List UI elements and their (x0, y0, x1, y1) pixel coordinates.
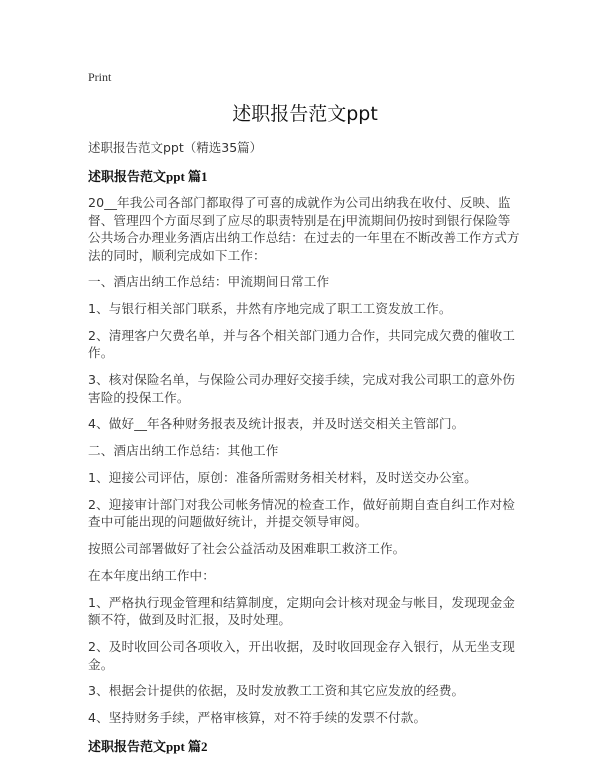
paragraph: 1、严格执行现金管理和结算制度，定期向会计核对现金与帐目，发现现金金额不符，做到及时汇报，及时处理。 (88, 594, 516, 628)
paragraph: 20__年我公司各部门都取得了可喜的成就作为公司出纳我在收付、反映、监督、管理四个方面尽到了应尽的职责特别是在j甲流期间仍按时到银行保险等公共场合办理业务酒店出纳工作总结：在过去的一年里在不断改善工作方式方法的同时，顺利完成如下工作： (88, 195, 520, 263)
print-link[interactable]: Print (88, 70, 112, 84)
paragraph: 按照公司部署做好了社会公益活动及困难职工救济工作。 (88, 541, 406, 557)
paragraph: 2、清理客户欠费名单，并与各个相关部门通力合作，共同完成欠费的催收工作。 (88, 327, 516, 361)
paragraph: 3、核对保险名单，与保险公司办理好交接手续，完成对我公司职工的意外伤害险的投保工作。 (88, 372, 516, 405)
paragraph: 1、迎接公司评估，原创：准备所需财务相关材料，及时送交办公室。 (88, 470, 477, 486)
paragraph: 2、及时收回公司各项收入，开出收据，及时收回现金存入银行，从无坐支现金。 (88, 639, 516, 672)
paragraph: 4、做好__年各种财务报表及统计报表，并及时送交相关主管部门。 (88, 416, 465, 432)
section-heading-2: 述职报告范文ppt 篇2 (88, 738, 208, 754)
paragraph: 1、与银行相关部门联系，井然有序地完成了职工工资发放工作。 (88, 301, 452, 317)
paragraph: 4、坚持财务手续，严格审核算，对不符手续的发票不付款。 (88, 710, 427, 726)
page-title: 述职报告范文ppt (232, 103, 378, 125)
paragraph: 一、酒店出纳工作总结：甲流期间日常工作 (88, 274, 330, 290)
paragraph: 在本年度出纳工作中： (88, 567, 215, 583)
paragraph: 二、酒店出纳工作总结：其他工作 (88, 443, 279, 459)
paragraph: 3、根据会计提供的依据，及时发放教工工资和其它应发放的经费。 (88, 683, 465, 699)
section-heading-1: 述职报告范文ppt 篇1 (88, 169, 208, 184)
document-page (88, 70, 522, 764)
page-subtitle: 述职报告范文ppt（精选35篇） (88, 140, 263, 155)
paragraph: 2、迎接审计部门对我公司帐务情况的检查工作，做好前期自查自纠工作对检查中可能出现的问题做好统计，并提交领导审阅。 (88, 496, 516, 530)
